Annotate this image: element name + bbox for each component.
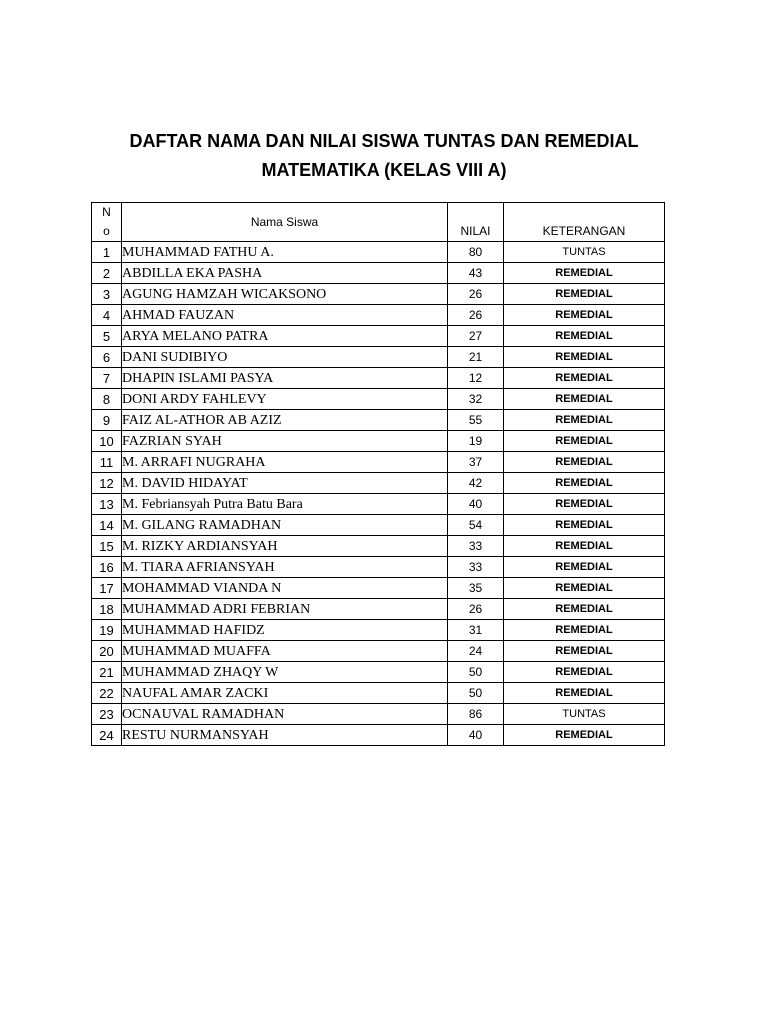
student-status: REMEDIAL [504, 620, 665, 641]
student-name: OCNAUVAL RAMADHAN [122, 704, 448, 725]
student-status: REMEDIAL [504, 662, 665, 683]
table-row [92, 368, 665, 389]
student-name: RESTU NURMANSYAH [122, 725, 448, 746]
header-no-line1: N [102, 205, 111, 219]
student-name: MUHAMMAD HAFIDZ [122, 620, 448, 641]
table-row [92, 515, 665, 536]
table-row [92, 725, 665, 746]
table-row [92, 452, 665, 473]
student-name: M. GILANG RAMADHAN [122, 515, 448, 536]
student-score: 26 [448, 599, 504, 620]
table-row [92, 431, 665, 452]
table-row [92, 557, 665, 578]
student-status: REMEDIAL [504, 578, 665, 599]
student-score: 86 [448, 704, 504, 725]
student-score: 55 [448, 410, 504, 431]
row-number: 14 [92, 515, 122, 536]
student-status: REMEDIAL [504, 515, 665, 536]
student-name: AGUNG HAMZAH WICAKSONO [122, 284, 448, 305]
header-name: Nama Siswa [122, 203, 448, 242]
student-name: MUHAMMAD ADRI FEBRIAN [122, 599, 448, 620]
row-number: 5 [92, 326, 122, 347]
student-status: REMEDIAL [504, 326, 665, 347]
student-score: 37 [448, 452, 504, 473]
header-no [92, 203, 122, 242]
row-number: 16 [92, 557, 122, 578]
table-row [92, 410, 665, 431]
table-row [92, 683, 665, 704]
table-row [92, 578, 665, 599]
student-score: 35 [448, 578, 504, 599]
student-status: REMEDIAL [504, 347, 665, 368]
document-title: DAFTAR NAMA DAN NILAI SISWA TUNTAS DAN REMEDIAL [129, 131, 639, 151]
row-number: 19 [92, 620, 122, 641]
student-status: REMEDIAL [504, 725, 665, 746]
student-status: REMEDIAL [504, 410, 665, 431]
header-nilai: NILAI [448, 203, 504, 242]
row-number: 10 [92, 431, 122, 452]
row-number: 13 [92, 494, 122, 515]
row-number: 4 [92, 305, 122, 326]
row-number: 12 [92, 473, 122, 494]
row-number: 20 [92, 641, 122, 662]
student-name: ABDILLA EKA PASHA [122, 263, 448, 284]
student-status: REMEDIAL [504, 431, 665, 452]
header-keterangan: KETERANGAN [504, 203, 665, 242]
table-row [92, 305, 665, 326]
student-score: 40 [448, 494, 504, 515]
student-name: DONI ARDY FAHLEVY [122, 389, 448, 410]
student-status: REMEDIAL [504, 536, 665, 557]
student-status: REMEDIAL [504, 452, 665, 473]
student-name: MUHAMMAD FATHU A. [122, 242, 448, 263]
table-row [92, 242, 665, 263]
row-number: 9 [92, 410, 122, 431]
table-row [92, 599, 665, 620]
student-status: TUNTAS [504, 704, 665, 725]
student-score: 12 [448, 368, 504, 389]
student-status: REMEDIAL [504, 494, 665, 515]
table-row [92, 263, 665, 284]
row-number: 23 [92, 704, 122, 725]
row-number: 7 [92, 368, 122, 389]
student-name: M. ARRAFI NUGRAHA [122, 452, 448, 473]
student-status: REMEDIAL [504, 557, 665, 578]
table-header-row [92, 203, 665, 242]
student-score: 50 [448, 683, 504, 704]
student-name: M. TIARA AFRIANSYAH [122, 557, 448, 578]
student-status: REMEDIAL [504, 599, 665, 620]
student-score: 40 [448, 725, 504, 746]
table-row [92, 620, 665, 641]
row-number: 22 [92, 683, 122, 704]
student-status: REMEDIAL [504, 473, 665, 494]
grades-table [91, 202, 665, 746]
table-row [92, 389, 665, 410]
student-status: REMEDIAL [504, 284, 665, 305]
student-score: 33 [448, 557, 504, 578]
table-row [92, 473, 665, 494]
student-score: 19 [448, 431, 504, 452]
student-name: M. RIZKY ARDIANSYAH [122, 536, 448, 557]
student-name: ARYA MELANO PATRA [122, 326, 448, 347]
table-row [92, 704, 665, 725]
table-row [92, 326, 665, 347]
student-name: DHAPIN ISLAMI PASYA [122, 368, 448, 389]
student-name: AHMAD FAUZAN [122, 305, 448, 326]
student-score: 21 [448, 347, 504, 368]
header-no-line2: o [103, 224, 110, 238]
student-score: 33 [448, 536, 504, 557]
document-subtitle: MATEMATIKA (KELAS VIII A) [261, 160, 507, 180]
student-status: REMEDIAL [504, 305, 665, 326]
table-row [92, 494, 665, 515]
student-score: 42 [448, 473, 504, 494]
student-status: REMEDIAL [504, 368, 665, 389]
row-number: 18 [92, 599, 122, 620]
table-row [92, 536, 665, 557]
row-number: 8 [92, 389, 122, 410]
student-score: 27 [448, 326, 504, 347]
student-name: MOHAMMAD VIANDA N [122, 578, 448, 599]
student-name: FAIZ AL-ATHOR AB AZIZ [122, 410, 448, 431]
student-score: 50 [448, 662, 504, 683]
student-score: 54 [448, 515, 504, 536]
student-score: 32 [448, 389, 504, 410]
row-number: 21 [92, 662, 122, 683]
row-number: 2 [92, 263, 122, 284]
student-score: 26 [448, 284, 504, 305]
student-name: MUHAMMAD ZHAQY W [122, 662, 448, 683]
student-status: REMEDIAL [504, 389, 665, 410]
table-row [92, 662, 665, 683]
row-number: 1 [92, 242, 122, 263]
row-number: 15 [92, 536, 122, 557]
row-number: 3 [92, 284, 122, 305]
student-status: REMEDIAL [504, 263, 665, 284]
student-name: M. DAVID HIDAYAT [122, 473, 448, 494]
row-number: 24 [92, 725, 122, 746]
student-name: FAZRIAN SYAH [122, 431, 448, 452]
table-row [92, 347, 665, 368]
row-number: 6 [92, 347, 122, 368]
student-score: 31 [448, 620, 504, 641]
student-score: 24 [448, 641, 504, 662]
student-name: DANI SUDIBIYO [122, 347, 448, 368]
student-score: 80 [448, 242, 504, 263]
table-row [92, 284, 665, 305]
student-score: 26 [448, 305, 504, 326]
row-number: 17 [92, 578, 122, 599]
student-name: NAUFAL AMAR ZACKI [122, 683, 448, 704]
student-score: 43 [448, 263, 504, 284]
student-name: MUHAMMAD MUAFFA [122, 641, 448, 662]
table-row [92, 641, 665, 662]
table-body [92, 242, 665, 746]
student-status: TUNTAS [504, 242, 665, 263]
row-number: 11 [92, 452, 122, 473]
student-status: REMEDIAL [504, 683, 665, 704]
student-status: REMEDIAL [504, 641, 665, 662]
student-name: M. Febriansyah Putra Batu Bara [122, 494, 448, 515]
